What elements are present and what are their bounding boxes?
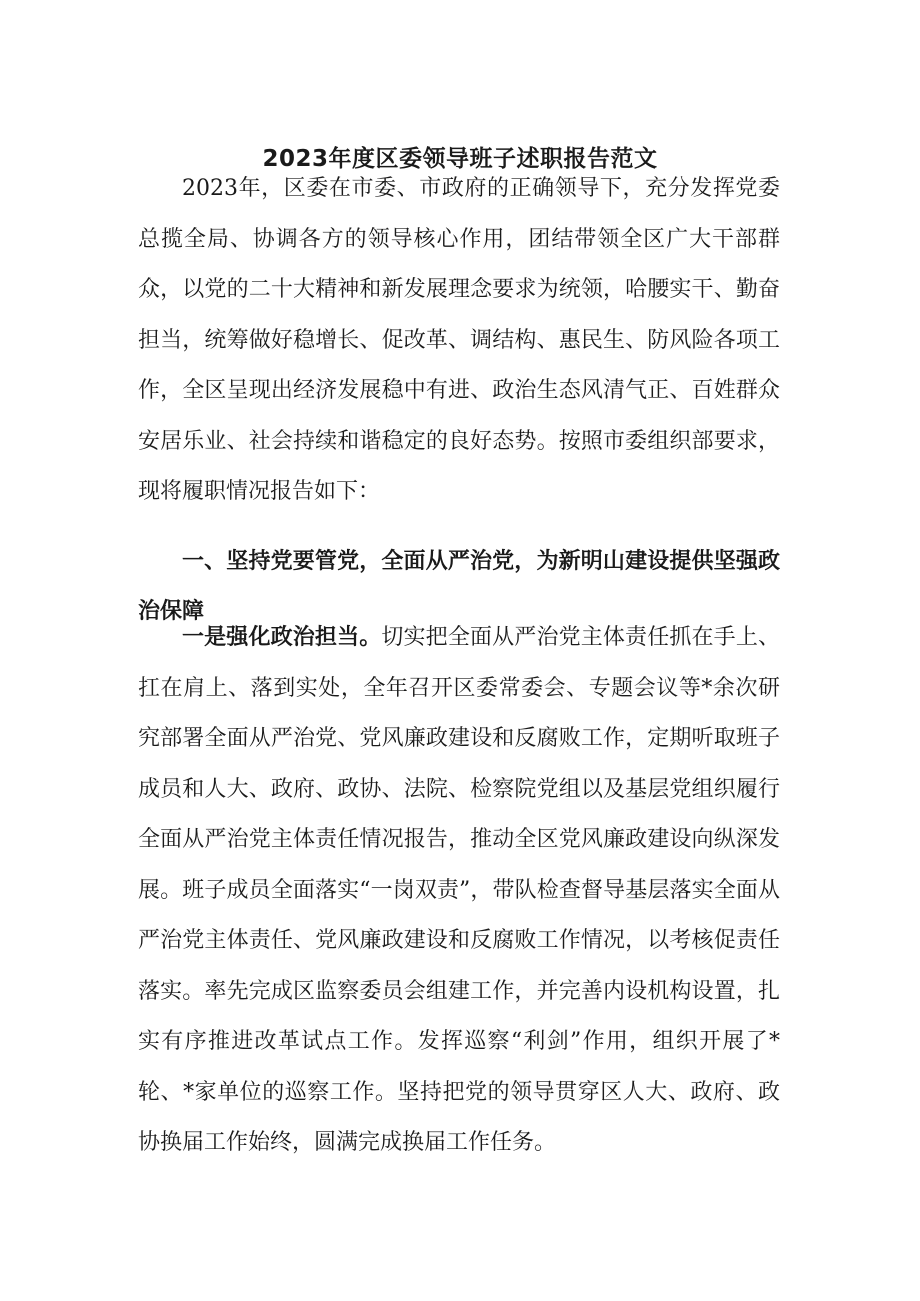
paragraph-lead: 一是强化政治担当。 xyxy=(182,625,382,650)
section-heading: 一、坚持党要管党，全面从严治党，为新明山建设提供坚强政治保障 xyxy=(138,549,780,624)
section-body-paragraph xyxy=(138,613,780,1169)
paragraph-text: 切实把全面从严治党主体责任抓在手上、扛在肩上、落到实处，全年召开区委常委会、专题会议等*余次研究部署全面从严治党、党风廉政建设和反腐败工作，定期听取班子成员和人大、政府、政协、法院、检察院党组以及基层党组织履行全面从严治党主体责任情况报告，推动全区党风廉政建设向纵深发展。班子成员全面落实“一岗双责”，带队检查督导基层落实全面从严治党主体责任、党风廉政建设和反腐败工作情况，以考核促责任落实。率先完成区监察委员会组建工作，并完善内设机构设置，扎实有序推进改革试点工作。发挥巡察“利剑”作用，组织开展了*轮、*家单位的巡察工作。坚持把党的领导贯穿区人大、政府、政协换届工作始终，圆满完成换届工作任务。 xyxy=(138,625,780,1155)
intro-paragraph: 2023年，区委在市委、市政府的正确领导下，充分发挥党委总揽全局、协调各方的领导核心作用，团结带领全区广大干部群众，以党的二十大精神和新发展理念要求为统领，哈腰实干、勤奋担当，统筹做好稳增长、促改革、调结构、惠民生、防风险各项工作，全区呈现出经济发展稳中有进、政治生态风清气正、百姓群众安居乐业、社会持续和谐稳定的良好态势。按照市委组织部要求，现将履职情况报告如下： xyxy=(138,176,780,504)
document-title: 2023年度区委领导班子述职报告范文 xyxy=(262,146,658,172)
